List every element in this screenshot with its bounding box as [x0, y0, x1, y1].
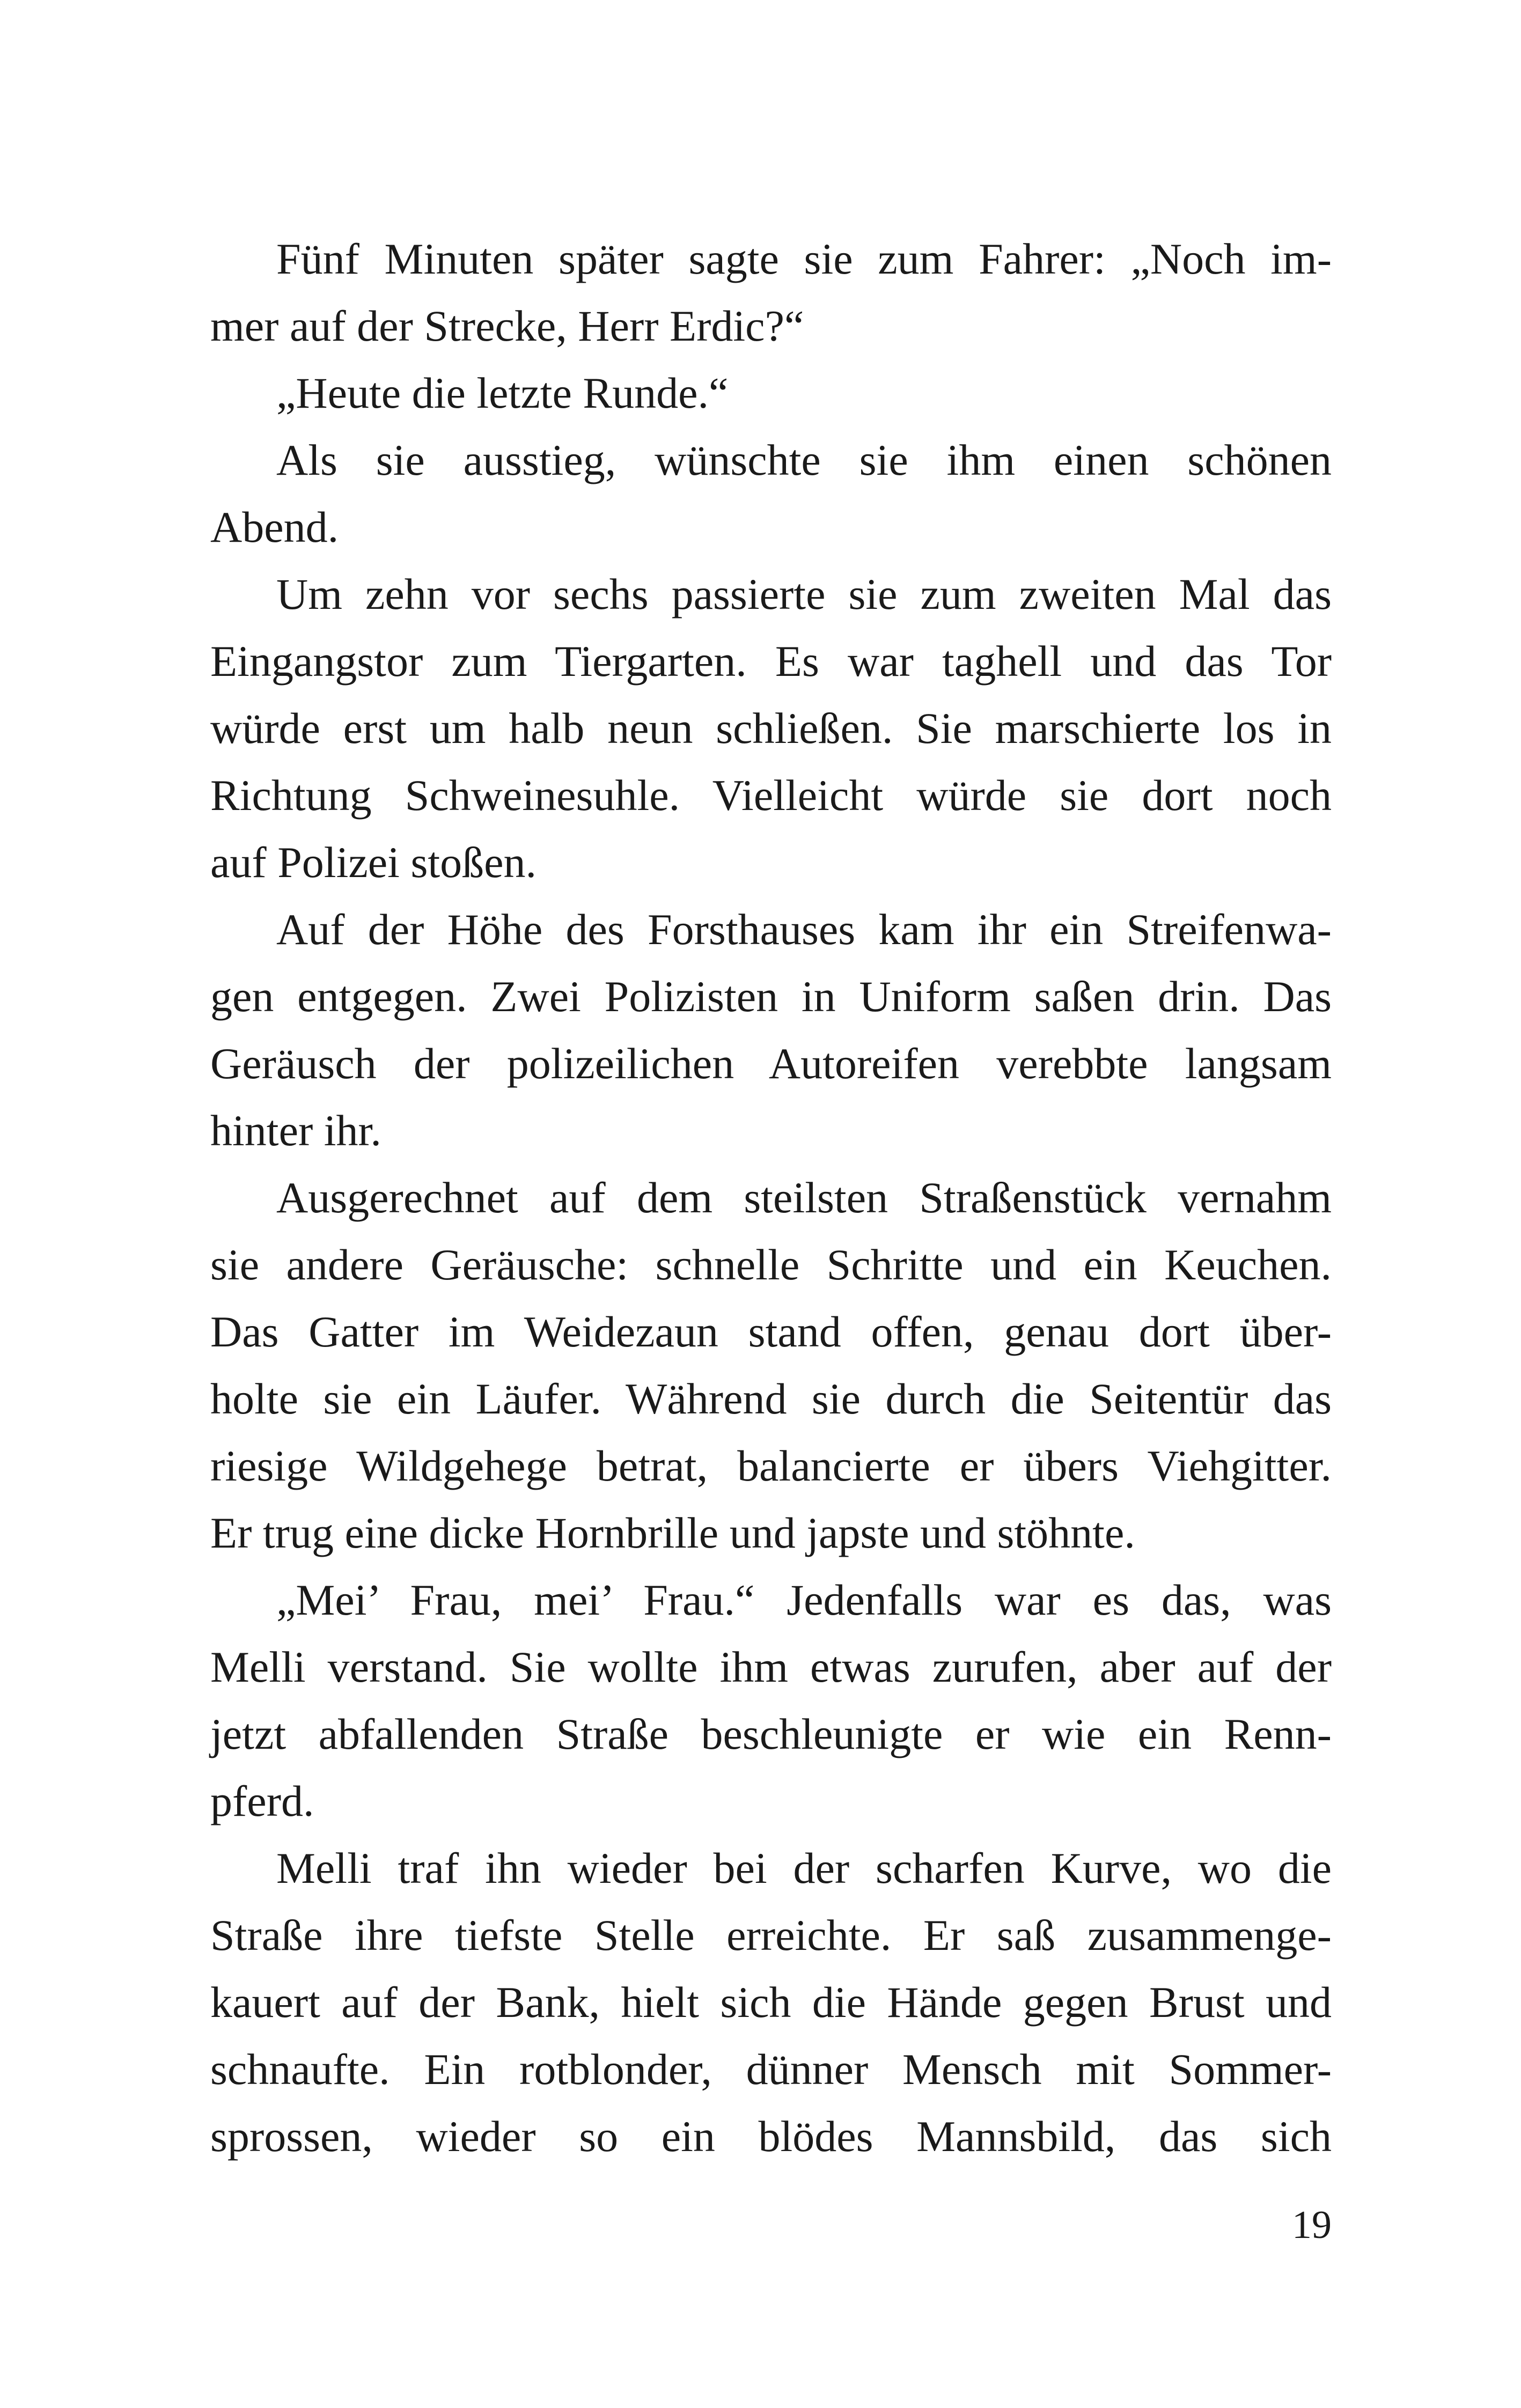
- text-line: kauert auf der Bank, hielt sich die Hände gegen Brust und: [210, 1978, 1332, 2027]
- text-line: Abend.: [210, 503, 339, 551]
- text-line: Auf der Höhe des Forsthauses kam ihr ein Streifenwa-: [276, 905, 1332, 954]
- text-line: Melli traf ihn wieder bei der scharfen Kurve, wo die: [276, 1844, 1332, 1892]
- text-line: schnaufte. Ein rotblonder, dünner Mensch mit Sommer-: [210, 2045, 1332, 2094]
- text-line: Richtung Schweinesuhle. Vielleicht würde sie dort noch: [210, 771, 1332, 820]
- text-line: Melli verstand. Sie wollte ihm etwas zurufen, aber auf der: [210, 1643, 1332, 1691]
- text-line: jetzt abfallenden Straße beschleunigte er wie ein Renn-: [210, 1710, 1332, 1758]
- text-line: riesige Wildgehege betrat, balancierte er übers Viehgitter.: [210, 1441, 1332, 1490]
- text-line: gen entgegen. Zwei Polizisten in Uniform saßen drin. Das: [210, 972, 1332, 1021]
- text-line: Eingangstor zum Tiergarten. Es war taghell und das Tor: [210, 637, 1332, 686]
- text-line: würde erst um halb neun schließen. Sie marschierte los in: [210, 704, 1332, 753]
- text-line: Fünf Minuten später sagte sie zum Fahrer: „Noch im-: [276, 234, 1332, 283]
- text-line: Das Gatter im Weidezaun stand offen, genau dort über-: [210, 1307, 1332, 1356]
- text-line: Er trug eine dicke Hornbrille und japste und stöhnte.: [210, 1508, 1135, 1557]
- body-text: [210, 225, 1332, 2170]
- text-line: Geräusch der polizeilichen Autoreifen verebbte langsam: [210, 1039, 1332, 1088]
- text-line: pferd.: [210, 1777, 314, 1825]
- text-line: hinter ihr.: [210, 1106, 381, 1155]
- text-line: Straße ihre tiefste Stelle erreichte. Er saß zusammenge-: [210, 1911, 1332, 1960]
- text-line: sie andere Geräusche: schnelle Schritte und ein Keuchen.: [210, 1240, 1332, 1289]
- text-line: holte sie ein Läufer. Während sie durch die Seitentür das: [210, 1374, 1332, 1423]
- text-line: Um zehn vor sechs passierte sie zum zweiten Mal das: [276, 570, 1332, 618]
- text-line: mer auf der Strecke, Herr Erdic?“: [210, 301, 804, 350]
- text-line: auf Polizei stoßen.: [210, 838, 537, 887]
- text-line: sprossen, wieder so ein blödes Mannsbild, das sich: [210, 2112, 1332, 2161]
- text-line: Ausgerechnet auf dem steilsten Straßenstück vernahm: [276, 1173, 1332, 1222]
- page-number: 19: [1292, 2203, 1332, 2247]
- text-line: „Mei’ Frau, mei’ Frau.“ Jedenfalls war es das, was: [276, 1575, 1332, 1624]
- text-line: Als sie ausstieg, wünschte sie ihm einen schönen: [276, 436, 1332, 484]
- text-line: „Heute die letzte Runde.“: [276, 369, 729, 417]
